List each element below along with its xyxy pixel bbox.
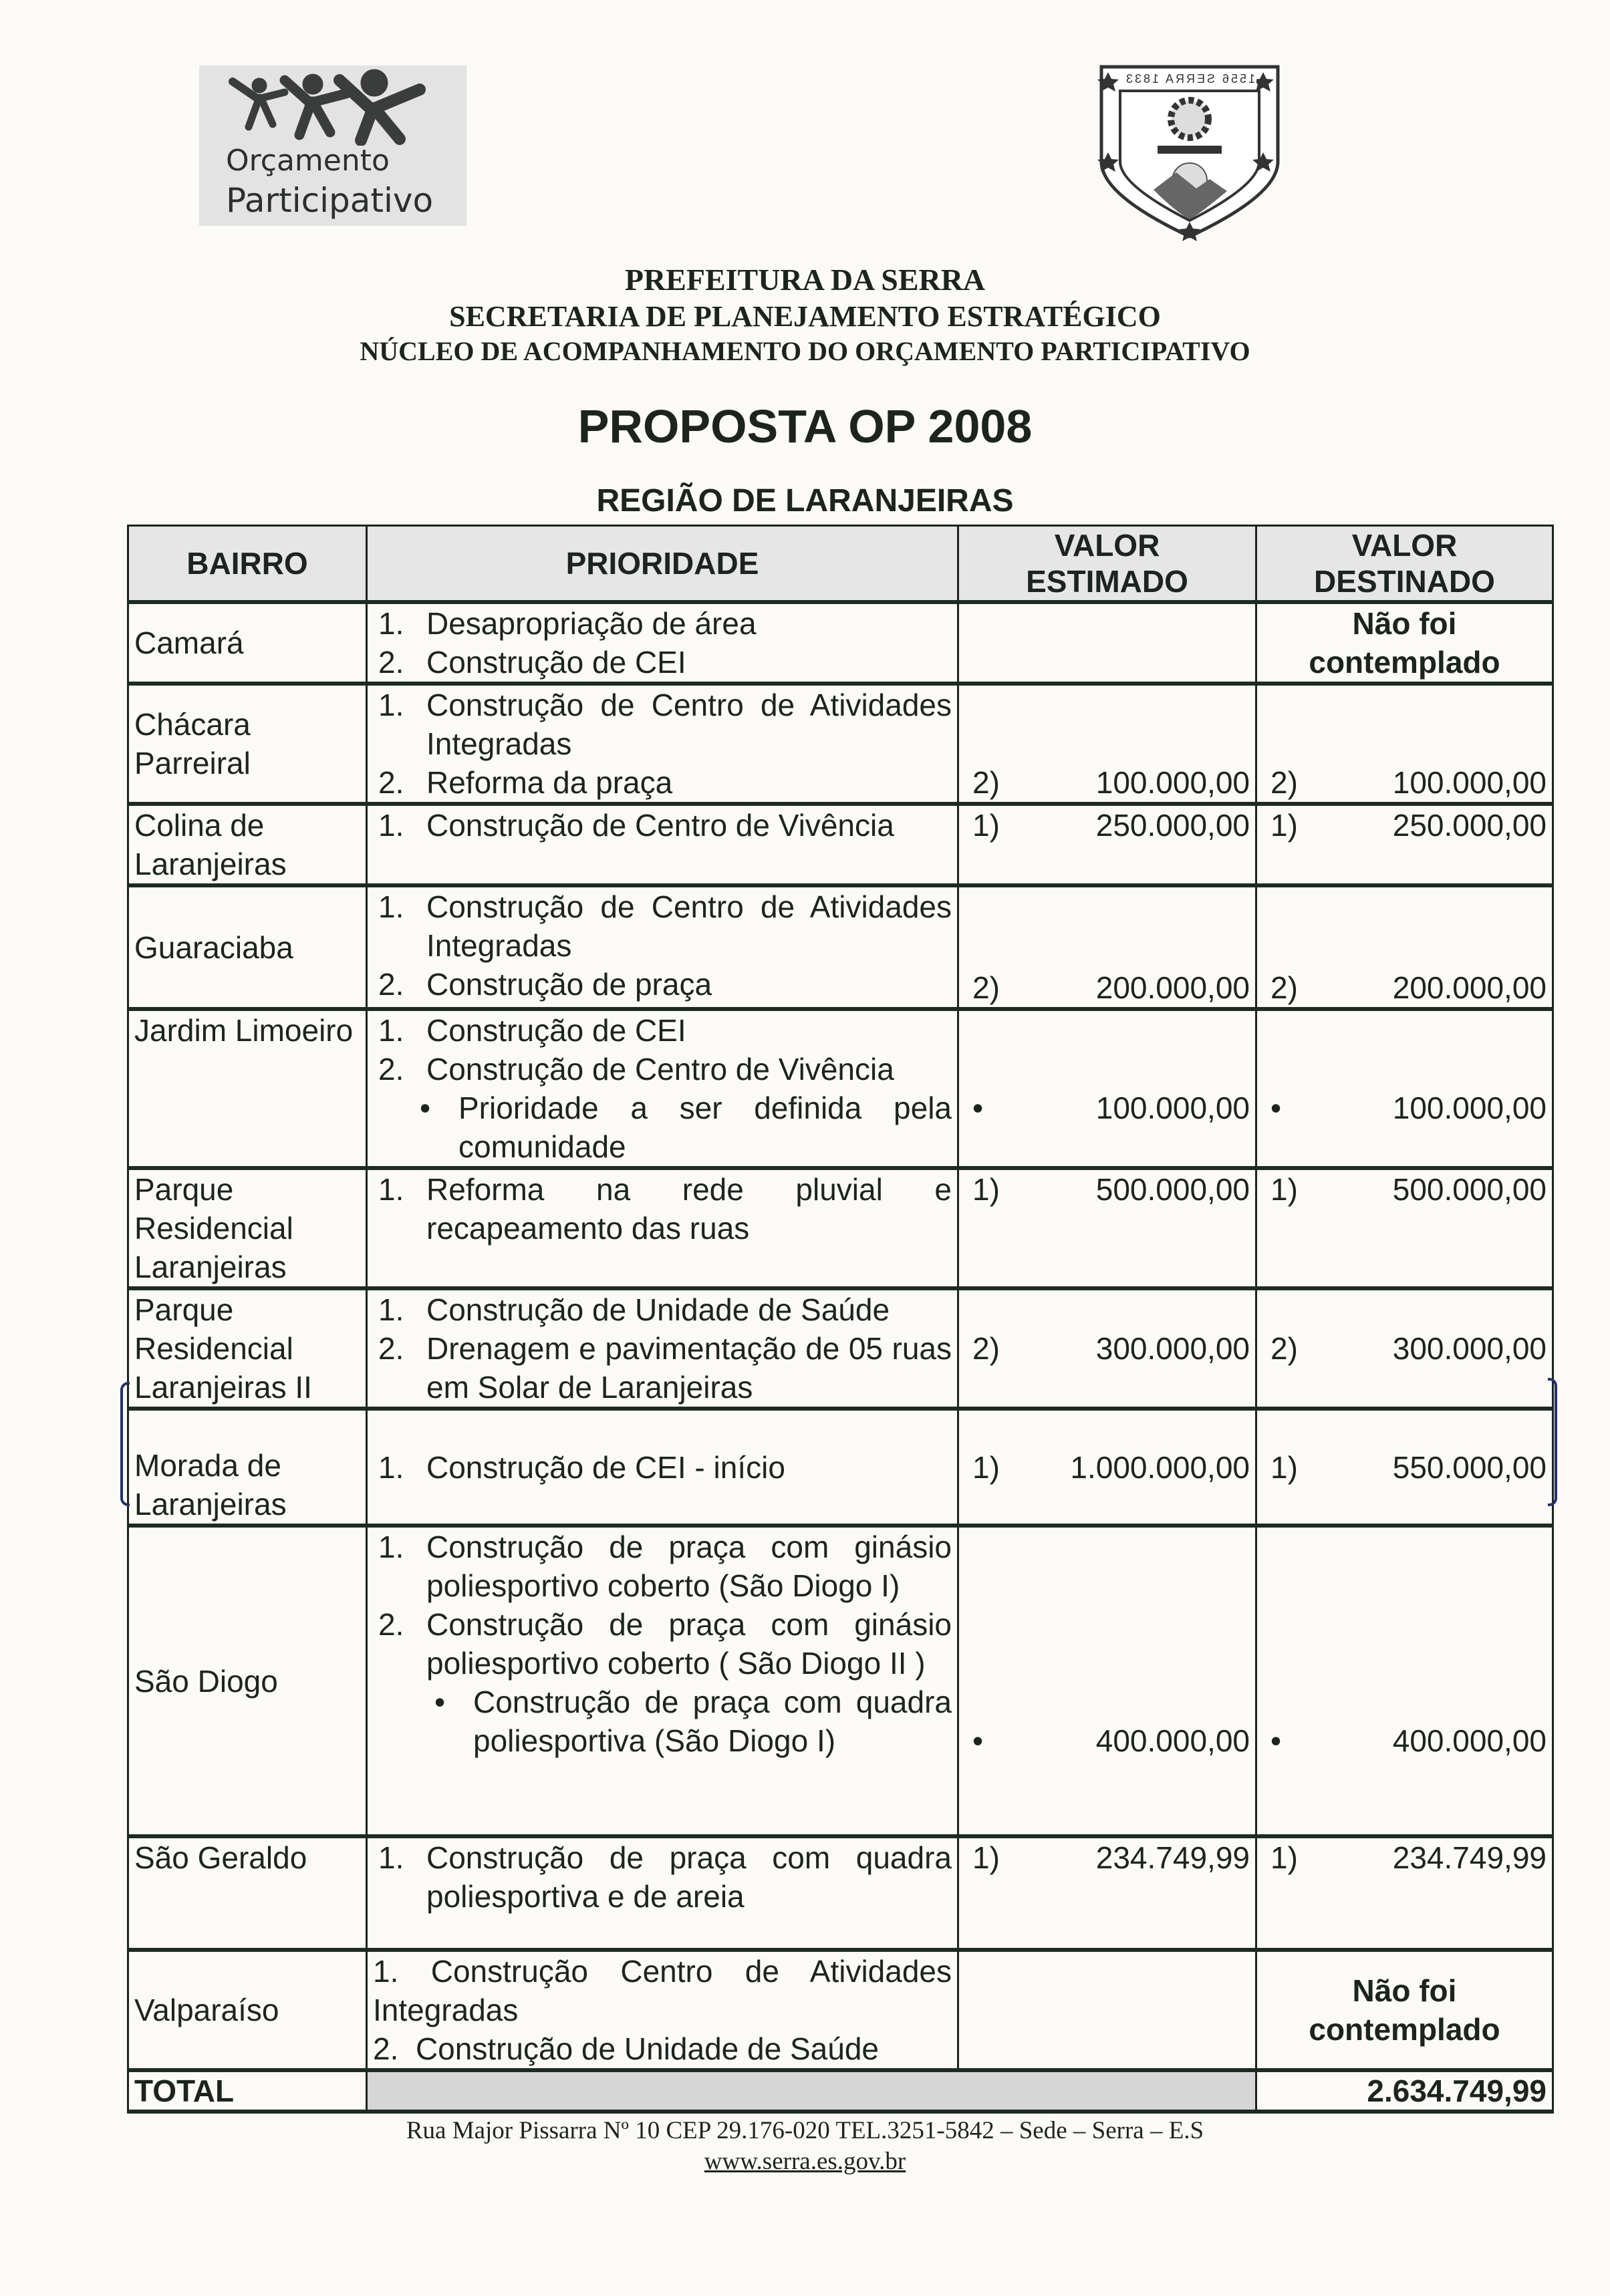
prioridade-cell — [367, 1526, 958, 1836]
coat-of-arms-icon — [1096, 61, 1283, 242]
priority-item — [378, 643, 952, 682]
priority-number: 1. — [373, 1954, 399, 1989]
bullet-icon: • — [1270, 1723, 1282, 1758]
header-nucleo: NÚCLEO DE ACOMPANHAMENTO DO ORÇAMENTO PARTICIPATIVO — [360, 336, 1250, 366]
total-value: 2.634.749,99 — [1256, 2070, 1553, 2112]
prioridade-cell — [367, 885, 958, 1009]
sub-priority-item — [420, 1089, 952, 1166]
bullet-icon: • — [972, 1091, 984, 1125]
priority-ref: 1) — [1270, 808, 1298, 843]
amount: 250.000,00 — [1095, 808, 1250, 843]
prioridade-cell — [367, 1009, 958, 1168]
amount: 234.749,99 — [1095, 1840, 1250, 1875]
table-row — [128, 1288, 1553, 1409]
total-label: TOTAL — [128, 2070, 367, 2112]
proposal-table — [127, 525, 1554, 2114]
valor-estimado-cell — [958, 1950, 1256, 2070]
column-header-bairro: BAIRRO — [128, 526, 367, 603]
priority-text: Construção de Unidade de Saúde — [426, 1292, 890, 1327]
amount: 234.749,99 — [1392, 1840, 1547, 1875]
table-row — [128, 1409, 1553, 1526]
amount: 200.000,00 — [1095, 970, 1250, 1005]
bairro-cell: São Geraldo — [128, 1836, 367, 1950]
priority-number: 1. — [378, 688, 404, 722]
valor-destinado-cell — [1256, 684, 1553, 804]
bairro-cell: Parque Residencial Laranjeiras II — [128, 1288, 367, 1409]
priority-number: 2. — [378, 1052, 404, 1087]
table-row — [128, 1836, 1553, 1950]
valor-estimado-cell — [958, 1009, 1256, 1168]
priority-text: Drenagem e pavimentação de 05 ruas em Solar de Laranjeiras — [426, 1331, 952, 1405]
status-text: contemplado — [1309, 645, 1500, 680]
column-header-text: VALOR — [1054, 528, 1160, 563]
bairro-cell: Morada de Laranjeiras — [128, 1409, 367, 1526]
priority-ref: 2) — [1270, 1331, 1298, 1366]
priority-ref: 1) — [1270, 1449, 1298, 1485]
table-row — [128, 602, 1553, 684]
priority-text: Construção de praça com quadra poliesportiva e de areia — [426, 1840, 952, 1914]
valor-estimado-cell — [958, 684, 1256, 804]
priority-ref: 1) — [972, 1172, 1000, 1207]
crest-text: 1556 SERRA 1833 — [1123, 72, 1256, 86]
table-row — [128, 1526, 1553, 1836]
priority-ref: 2) — [1270, 765, 1298, 800]
bairro-text: Parreiral — [134, 746, 251, 780]
priority-item — [373, 1952, 952, 2029]
valor-estimado-cell — [958, 1409, 1256, 1526]
priority-number: 1. — [378, 1172, 404, 1207]
orcamento-participativo-logo — [199, 65, 466, 226]
valor-destinado-cell — [1256, 1409, 1553, 1526]
priority-item — [378, 604, 952, 643]
priority-ref: 2) — [972, 765, 1000, 800]
amount: 300.000,00 — [1392, 1331, 1547, 1366]
valor-destinado-cell — [1256, 602, 1553, 684]
priority-number: 1. — [378, 1449, 404, 1485]
priority-number: 1. — [378, 1292, 404, 1327]
sub-priority-text: Prioridade a ser definida pela comunidade — [458, 1091, 952, 1164]
priority-number: 2. — [378, 645, 404, 680]
header-secretaria: SECRETARIA DE PLANEJAMENTO ESTRATÉGICO — [449, 300, 1161, 333]
amount: 400.000,00 — [1095, 1723, 1250, 1758]
valor-destinado-cell — [1256, 1526, 1553, 1836]
priority-number: 1. — [378, 889, 404, 924]
status-text: Não foi — [1352, 606, 1457, 641]
priority-number: 1. — [378, 1530, 404, 1564]
logo-line1: Orçamento — [226, 144, 390, 178]
valor-destinado-cell — [1256, 804, 1553, 885]
priority-item — [378, 1605, 952, 1683]
priority-number: 1. — [378, 1013, 404, 1048]
amount: 500.000,00 — [1095, 1172, 1250, 1207]
valor-destinado-cell — [1256, 1168, 1553, 1288]
table-row — [128, 1009, 1553, 1168]
valor-destinado-cell — [1256, 1836, 1553, 1950]
bairro-cell: Colina de Laranjeiras — [128, 804, 367, 885]
prioridade-cell — [367, 1409, 958, 1526]
serra-crest-emblem — [1096, 61, 1283, 242]
priority-text: Construção de CEI — [426, 1013, 686, 1048]
document-title: PROPOSTA OP 2008 — [577, 400, 1033, 452]
bullet-icon: • — [1270, 1091, 1282, 1125]
status-text: Não foi — [1352, 1973, 1457, 2008]
priority-item — [378, 1448, 952, 1487]
priority-ref: 1) — [1270, 1840, 1298, 1875]
amount: 100.000,00 — [1392, 765, 1547, 800]
bullet-icon: • — [420, 1091, 431, 1125]
bairro-cell: Parque Residencial Laranjeiras — [128, 1168, 367, 1288]
priority-text: Construção de Centro de Vivência — [426, 1052, 894, 1087]
bairro-text: Chácara — [134, 707, 251, 742]
priority-text: Reforma na rede pluvial e recapeamento das ruas — [426, 1172, 952, 1246]
bairro-cell — [128, 684, 367, 804]
priority-ref: 1) — [1270, 1172, 1298, 1207]
priority-item — [378, 1528, 952, 1605]
valor-estimado-cell — [958, 1288, 1256, 1409]
prioridade-cell — [367, 1168, 958, 1288]
priority-ref: 1) — [972, 1840, 1000, 1875]
priority-item — [378, 1050, 952, 1089]
amount: 1.000.000,00 — [1070, 1449, 1250, 1485]
priority-number: 1. — [378, 606, 404, 641]
table-row — [128, 885, 1553, 1009]
amount: 200.000,00 — [1392, 970, 1547, 1005]
amount: 250.000,00 — [1392, 808, 1547, 843]
valor-destinado-cell — [1256, 1950, 1553, 2070]
priority-item — [378, 1170, 952, 1248]
valor-destinado-cell — [1256, 1009, 1553, 1168]
column-header-valor-destinado — [1256, 526, 1553, 603]
priority-item — [378, 806, 952, 845]
bullet-icon: • — [972, 1723, 984, 1758]
priority-item — [378, 965, 952, 1004]
priority-number: 1. — [378, 808, 404, 843]
priority-item — [378, 1838, 952, 1916]
bullet-icon: • — [434, 1685, 446, 1719]
priority-text: Construção de praça com ginásio poliesportivo coberto ( São Diogo II ) — [426, 1607, 952, 1681]
sub-priority-text: Construção de praça com quadra poliesportiva (São Diogo I) — [473, 1685, 952, 1758]
priority-ref: 1) — [972, 808, 1000, 843]
people-figures-icon — [199, 65, 466, 146]
table-row — [128, 1950, 1553, 2070]
region-subtitle: REGIÃO DE LARANJEIRAS — [596, 483, 1014, 519]
priority-text: Construção de CEI — [426, 645, 686, 680]
bairro-cell: Guaraciaba — [128, 885, 367, 1009]
amount: 100.000,00 — [1095, 1091, 1250, 1125]
column-header-valor-estimado — [958, 526, 1256, 603]
bairro-cell: Valparaíso — [128, 1950, 367, 2070]
table-header-row — [128, 526, 1553, 603]
priority-item — [378, 763, 952, 802]
amount: 400.000,00 — [1392, 1723, 1547, 1758]
valor-estimado-cell — [958, 1526, 1256, 1836]
table-row — [128, 804, 1553, 885]
priority-ref: 2) — [972, 970, 1000, 1005]
priority-item — [378, 1329, 952, 1407]
sub-priority-item — [434, 1683, 952, 1760]
footer-website-link[interactable]: www.serra.es.gov.br — [704, 2148, 906, 2175]
total-row — [128, 2070, 1553, 2112]
table-row — [128, 1168, 1553, 1288]
prioridade-cell — [367, 1836, 958, 1950]
valor-estimado-cell — [958, 602, 1256, 684]
priority-text: Construção de Unidade de Saúde — [415, 2031, 879, 2066]
priority-item — [378, 1290, 952, 1329]
column-header-text: ESTIMADO — [1026, 564, 1188, 599]
priority-text: Construção de Centro de Atividades Integradas — [426, 688, 952, 761]
priority-number: 2. — [373, 2031, 399, 2066]
priority-ref: 2) — [1270, 970, 1298, 1005]
priority-number: 2. — [378, 765, 404, 800]
amount: 100.000,00 — [1095, 765, 1250, 800]
pen-bracket-right — [1548, 1378, 1557, 1506]
bairro-cell: Jardim Limoeiro — [128, 1009, 367, 1168]
bairro-cell: Camará — [128, 602, 367, 684]
amount: 550.000,00 — [1392, 1449, 1547, 1485]
priority-text: Construção de praça — [426, 967, 712, 1002]
column-header-text: DESTINADO — [1314, 564, 1495, 599]
column-header-text: VALOR — [1351, 528, 1458, 563]
total-shaded-cell — [367, 2070, 1256, 2112]
prioridade-cell — [367, 684, 958, 804]
priority-text: Construção de Centro de Vivência — [426, 808, 894, 843]
valor-destinado-cell — [1256, 885, 1553, 1009]
priority-text: Desapropriação de área — [426, 606, 757, 641]
priority-text: Construção de CEI - início — [426, 1449, 785, 1485]
priority-text: Construção de Centro de Atividades Integradas — [426, 889, 952, 963]
priority-item — [378, 686, 952, 763]
priority-item — [378, 887, 952, 965]
priority-text: Construção de praça com ginásio poliesportivo coberto (São Diogo I) — [426, 1530, 952, 1603]
priority-text: Reforma da praça — [426, 765, 673, 800]
priority-number: 2. — [378, 1331, 404, 1366]
amount: 300.000,00 — [1095, 1331, 1250, 1366]
prioridade-cell — [367, 804, 958, 885]
pen-bracket-left — [120, 1382, 130, 1506]
prioridade-cell — [367, 1950, 958, 2070]
prioridade-cell — [367, 602, 958, 684]
table-row — [128, 684, 1553, 804]
valor-estimado-cell — [958, 1168, 1256, 1288]
priority-ref: 1) — [972, 1449, 1000, 1485]
priority-item — [373, 2029, 952, 2068]
valor-estimado-cell — [958, 885, 1256, 1009]
priority-number: 2. — [378, 1607, 404, 1642]
status-text: contemplado — [1309, 2012, 1500, 2047]
valor-estimado-cell — [958, 1836, 1256, 1950]
valor-estimado-cell — [958, 804, 1256, 885]
amount: 100.000,00 — [1392, 1091, 1547, 1125]
column-header-prioridade: PRIORIDADE — [367, 526, 958, 603]
priority-number: 2. — [378, 967, 404, 1002]
priority-number: 1. — [378, 1840, 404, 1875]
priority-text: Construção Centro de Atividades Integradas — [373, 1954, 952, 2027]
footer-address: Rua Major Pissarra Nº 10 CEP 29.176-020 TEL.3251-5842 – Sede – Serra – E.S — [406, 2117, 1204, 2144]
valor-destinado-cell — [1256, 1288, 1553, 1409]
priority-ref: 2) — [972, 1331, 1000, 1366]
amount: 500.000,00 — [1392, 1172, 1547, 1207]
bairro-cell: São Diogo — [128, 1526, 367, 1836]
logo-line2: Participativo — [226, 181, 434, 220]
prioridade-cell — [367, 1288, 958, 1409]
header-prefeitura: PREFEITURA DA SERRA — [624, 263, 986, 297]
priority-item — [378, 1011, 952, 1050]
